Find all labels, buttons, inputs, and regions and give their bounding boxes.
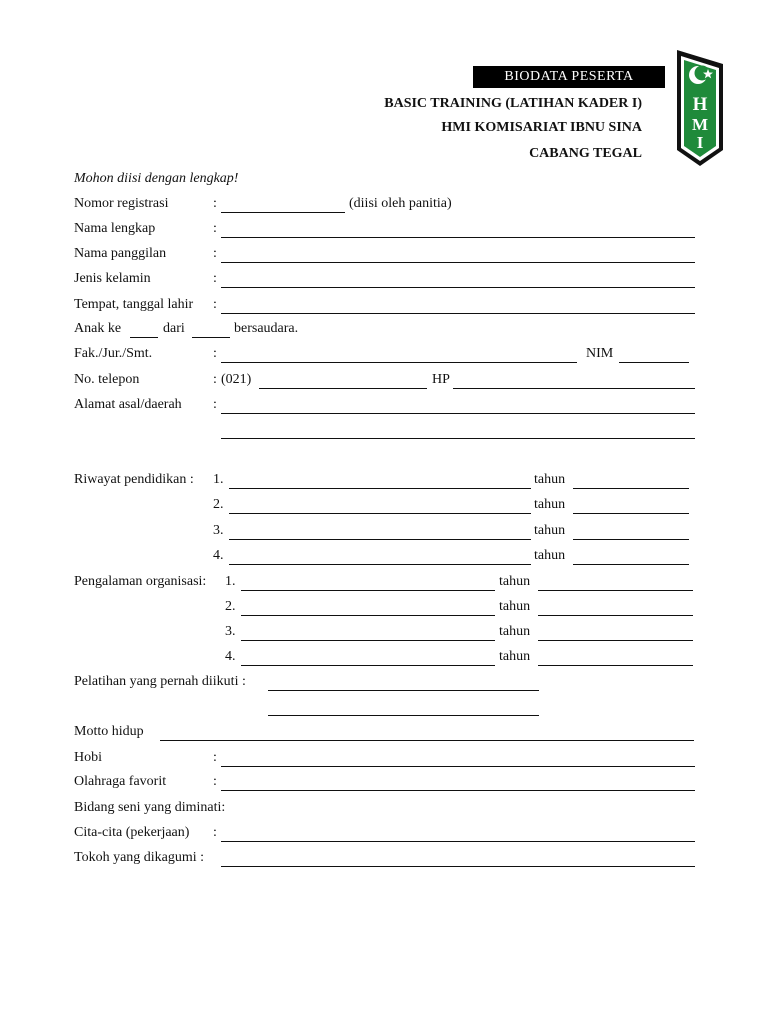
- tahun-label: tahun: [499, 599, 531, 614]
- svg-text:I: I: [696, 133, 704, 152]
- field-colon: :: [213, 246, 217, 261]
- field-label: Fak./Jur./Smt.: [74, 346, 153, 361]
- header-branch: CABANG TEGAL: [529, 146, 642, 161]
- field-label: Tempat, tanggal lahir: [74, 297, 194, 312]
- pengalaman-tahun-1[interactable]: [538, 590, 693, 591]
- jenis-kelamin-input[interactable]: [221, 287, 695, 288]
- area-code: (021): [221, 372, 252, 387]
- item-number: 2.: [225, 599, 236, 614]
- nim-input[interactable]: [619, 362, 689, 363]
- nama-panggilan-input[interactable]: [221, 262, 695, 263]
- field-colon: :: [213, 196, 217, 211]
- item-number: 2.: [213, 497, 224, 512]
- item-number: 1.: [213, 472, 224, 487]
- field-hobi: [74, 750, 696, 770]
- field-label: Alamat asal/daerah: [74, 397, 182, 412]
- pengalaman-input-1[interactable]: [241, 590, 495, 591]
- pengalaman-input-2[interactable]: [241, 615, 495, 616]
- hp-label: HP: [432, 372, 450, 387]
- item-number: 3.: [225, 624, 236, 639]
- tahun-label: tahun: [534, 548, 566, 563]
- field-label: Cita-cita (pekerjaan): [74, 825, 190, 840]
- field-colon: :: [213, 774, 217, 789]
- tahun-label: tahun: [534, 497, 566, 512]
- riwayat-row-4: [74, 548, 696, 568]
- field-alamat: [74, 397, 696, 417]
- pengalaman-label: Pengalaman organisasi:: [74, 574, 207, 589]
- ttl-input[interactable]: [221, 313, 695, 314]
- cita-cita-input[interactable]: [221, 841, 695, 842]
- pengalaman-input-3[interactable]: [241, 640, 495, 641]
- pengalaman-row-1: [74, 574, 696, 594]
- field-nomor-registrasi: [74, 196, 696, 216]
- hobi-input[interactable]: [221, 766, 695, 767]
- olahraga-input[interactable]: [221, 790, 695, 791]
- item-number: 3.: [213, 523, 224, 538]
- alamat-input[interactable]: [221, 413, 695, 414]
- jumlah-saudara-input[interactable]: [192, 337, 230, 338]
- tahun-label: tahun: [499, 624, 531, 639]
- field-pelatihan: [74, 674, 696, 694]
- tahun-label: tahun: [499, 649, 531, 664]
- field-label: Motto hidup: [74, 724, 144, 739]
- dari-label: dari: [163, 321, 185, 336]
- field-label: Nama lengkap: [74, 221, 156, 236]
- field-olahraga: [74, 774, 696, 794]
- pelatihan-input[interactable]: [268, 690, 539, 691]
- field-colon: :: [213, 346, 217, 361]
- field-label: Tokoh yang dikagumi :: [74, 850, 205, 865]
- pengalaman-tahun-3[interactable]: [538, 640, 693, 641]
- hp-input[interactable]: [453, 388, 695, 389]
- nim-label: NIM: [586, 346, 614, 361]
- tokoh-input[interactable]: [221, 866, 695, 867]
- field-colon: :: [213, 297, 217, 312]
- nomor-registrasi-input[interactable]: [221, 212, 345, 213]
- riwayat-row-3: [74, 523, 696, 543]
- riwayat-row-2: [74, 497, 696, 517]
- riwayat-input-4[interactable]: [229, 564, 531, 565]
- header-title: BASIC TRAINING (LATIHAN KADER I): [384, 96, 642, 111]
- pengalaman-tahun-4[interactable]: [538, 665, 693, 666]
- field-tempat-tanggal-lahir: [74, 297, 696, 317]
- field-motto: [74, 724, 696, 744]
- motto-input[interactable]: [160, 740, 694, 741]
- riwayat-input-3[interactable]: [229, 539, 531, 540]
- field-hint: (diisi oleh panitia): [349, 196, 452, 211]
- riwayat-row-1: [74, 472, 696, 492]
- riwayat-tahun-4[interactable]: [573, 564, 689, 565]
- field-cita-cita: [74, 825, 696, 845]
- field-label: Nama panggilan: [74, 246, 167, 261]
- field-colon: :: [213, 397, 217, 412]
- tahun-label: tahun: [534, 523, 566, 538]
- riwayat-input-1[interactable]: [229, 488, 531, 489]
- field-colon: :: [213, 825, 217, 840]
- field-tokoh: [74, 850, 696, 870]
- pengalaman-tahun-2[interactable]: [538, 615, 693, 616]
- field-anak-ke: [74, 321, 696, 341]
- svg-text:H: H: [692, 94, 708, 115]
- riwayat-tahun-2[interactable]: [573, 513, 689, 514]
- riwayat-tahun-1[interactable]: [573, 488, 689, 489]
- riwayat-input-2[interactable]: [229, 513, 531, 514]
- field-label: Nomor registrasi: [74, 196, 169, 211]
- alamat-input-line2[interactable]: [221, 438, 695, 439]
- riwayat-tahun-3[interactable]: [573, 539, 689, 540]
- field-label: Bidang seni yang diminati:: [74, 800, 226, 815]
- field-nama-panggilan: [74, 246, 696, 266]
- header-subtitle: HMI KOMISARIAT IBNU SINA: [441, 120, 642, 135]
- form-badge: BIODATA PESERTA: [473, 66, 665, 88]
- pengalaman-input-4[interactable]: [241, 665, 495, 666]
- tahun-label: tahun: [499, 574, 531, 589]
- field-telepon: [74, 372, 696, 392]
- field-seni: [74, 800, 696, 820]
- field-pelatihan-line2: [74, 699, 696, 719]
- instruction-note: Mohon diisi dengan lengkap!: [74, 171, 239, 186]
- field-label: Olahraga favorit: [74, 774, 167, 789]
- pengalaman-row-3: [74, 624, 696, 644]
- field-fakultas: [74, 346, 696, 366]
- bersaudara-label: bersaudara.: [234, 321, 299, 336]
- pengalaman-row-2: [74, 599, 696, 619]
- riwayat-label: Riwayat pendidikan :: [74, 472, 194, 487]
- item-number: 4.: [213, 548, 224, 563]
- hmi-logo-icon: [675, 50, 725, 166]
- nama-lengkap-input[interactable]: [221, 237, 695, 238]
- item-number: 4.: [225, 649, 236, 664]
- tahun-label: tahun: [534, 472, 566, 487]
- field-colon: :: [213, 372, 217, 387]
- field-jenis-kelamin: [74, 271, 696, 291]
- field-label: Hobi: [74, 750, 102, 765]
- telepon-input[interactable]: [259, 388, 427, 389]
- field-label: Anak ke: [74, 321, 122, 336]
- field-label: Pelatihan yang pernah diikuti :: [74, 674, 246, 689]
- field-colon: :: [213, 271, 217, 286]
- pengalaman-row-4: [74, 649, 696, 669]
- pelatihan-input-line2[interactable]: [268, 715, 539, 716]
- field-nama-lengkap: [74, 221, 696, 241]
- fakultas-input[interactable]: [221, 362, 577, 363]
- field-colon: :: [213, 221, 217, 236]
- anak-ke-input[interactable]: [130, 337, 158, 338]
- field-label: No. telepon: [74, 372, 140, 387]
- field-label: Jenis kelamin: [74, 271, 151, 286]
- svg-text:M: M: [691, 115, 709, 134]
- field-alamat-line2: [74, 422, 696, 442]
- field-colon: :: [213, 750, 217, 765]
- item-number: 1.: [225, 574, 236, 589]
